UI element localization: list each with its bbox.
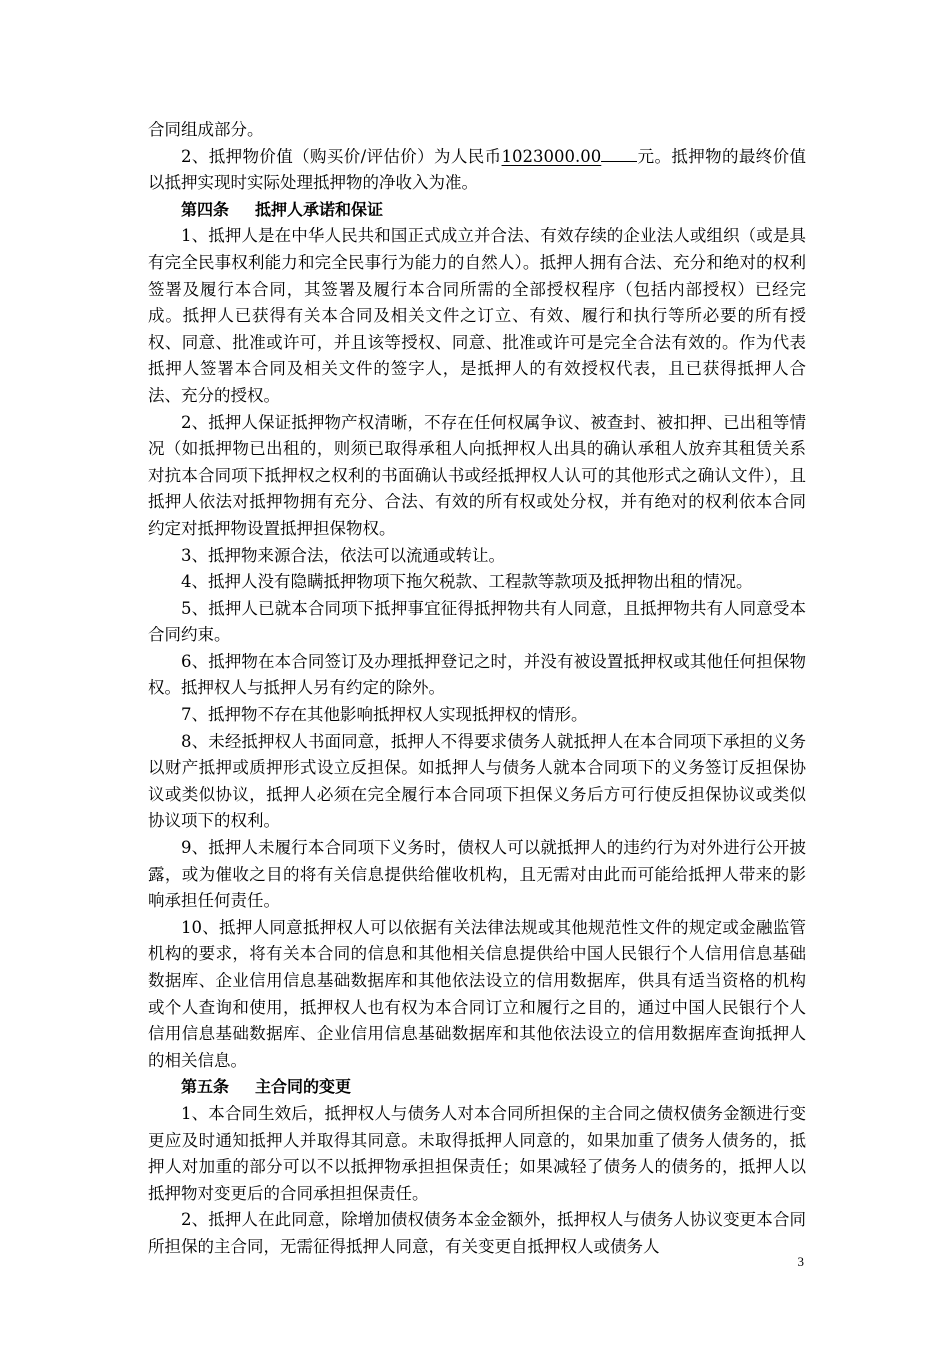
clause-4-2: 2、抵押人保证抵押物产权清晰，不存在任何权属争议、被查封、被扣押、已出租等情况（如抵押物已出租的，则须已取得承租人向抵押权人出具的确认承租人放弃其租赁关系对抗本合同项下抵押权之权利的书面确认书或经抵押权人认可的其他形式之确认文件），且抵押人依法对抵押物拥有充分、合法、有效的所有权或处分权，并有绝对的权利依本合同约定对抵押物设置抵押担保物权。 (148, 412, 806, 538)
collateral-amount: 1023000.00 (501, 146, 602, 166)
clause-4-10: 10、抵押人同意抵押权人可以依据有关法律法规或其他规范性文件的规定或金融监管机构的要求，将有关本合同的信息和其他相关信息提供给中国人民银行个人信用信息基础数据库、企业信用信息基础数据库和其他依法设立的信用数据库，供具有适当资格的机构或个人查询和使用，抵押权人也有权为本合同订立和履行之目的，通过中国人民银行个人信用信息基础数据库、企业信用信息基础数据库和其他依法设立的信用数据库查询抵押人的相关信息。 (148, 917, 806, 1070)
clause-4-9: 9、抵押人未履行本合同项下义务时，债权人可以就抵押人的违约行为对外进行公开披露，或为催收之目的将有关信息提供给催收机构，且无需对由此而可能给抵押人带来的影响承担任何责任。 (148, 838, 806, 911)
article-5-number: 第五条 (181, 1077, 230, 1097)
paragraph-continuation: 合同组成部分。 (148, 120, 264, 139)
page-number: 3 (797, 1254, 804, 1269)
document-body (148, 117, 806, 1261)
clause-4-4: 4、抵押人没有隐瞒抵押物项下拖欠税款、工程款等款项及抵押物出租的情况。 (181, 572, 753, 592)
clause-4-8: 8、未经抵押权人书面同意，抵押人不得要求债务人就抵押人在本合同项下承担的义务以财产抵押或质押形式设立反担保。如抵押人与债务人就本合同项下的义务签订反担保协议或类似协议，抵押人必须在完全履行本合同项下担保义务后方可行使反担保协议或类似协议项下的权利。 (148, 731, 806, 831)
clause-5-1: 1、本合同生效后，抵押权人与债务人对本合同所担保的主合同之债权债务金额进行变更应及时通知抵押人并取得其同意。未取得抵押人同意的，如果加重了债务人债务的，抵押人对加重的部分可以不以抵押物承担担保责任；如果减轻了债务人的债务的，抵押人以抵押物对变更后的合同承担担保责任。 (148, 1103, 806, 1203)
amount-underline-blank (601, 147, 637, 162)
collateral-value-tail: 元。抵押物的最终价值以抵押实现时实际处理抵押物的净收入为准。 (148, 146, 807, 193)
clause-4-3: 3、抵押物来源合法，依法可以流通或转让。 (181, 545, 505, 565)
article-4-title: 抵押人承诺和保证 (255, 199, 384, 219)
paragraph-collateral-value (148, 144, 806, 197)
clause-4-6: 6、抵押物在本合同签订及办理抵押登记之时，并没有被设置抵押权或其他任何担保物权。抵押权人与抵押人另有约定的除外。 (148, 651, 806, 698)
article-4-heading (148, 197, 806, 224)
article-5-title: 主合同的变更 (255, 1077, 352, 1097)
article-5-heading (148, 1074, 806, 1101)
collateral-value-lead: 2、抵押物价值（购买价/评估价）为人民币 (181, 146, 502, 166)
clause-4-1: 1、抵押人是在中华人民共和国正式成立并合法、有效存续的企业法人或组织（或是具有完全民事权利能力和完全民事行为能力的自然人）。抵押人拥有合法、充分和绝对的权利签署及履行本合同，其签署及履行本合同所需的全部授权程序（包括内部授权）已经完成。抵押人已获得有关本合同及相关文件之订立、有效、履行和执行等所必要的所有授权、同意、批准或许可，并且该等授权、同意、批准或许可是完全合法有效的。作为代表抵押人签署本合同及相关文件的签字人，是抵押人的有效授权代表，且已获得抵押人合法、充分的授权。 (148, 226, 806, 405)
article-4-number: 第四条 (181, 199, 230, 219)
clause-5-2: 2、抵押人在此同意，除增加债权债务本金金额外，抵押权人与债务人协议变更本合同所担保的主合同，无需征得抵押人同意，有关变更自抵押权人或债务人 (148, 1210, 806, 1256)
clause-4-5: 5、抵押人已就本合同项下抵押事宜征得抵押物共有人同意，且抵押物共有人同意受本合同约束。 (148, 598, 806, 645)
clause-4-7: 7、抵押物不存在其他影响抵押权人实现抵押权的情形。 (181, 705, 588, 725)
